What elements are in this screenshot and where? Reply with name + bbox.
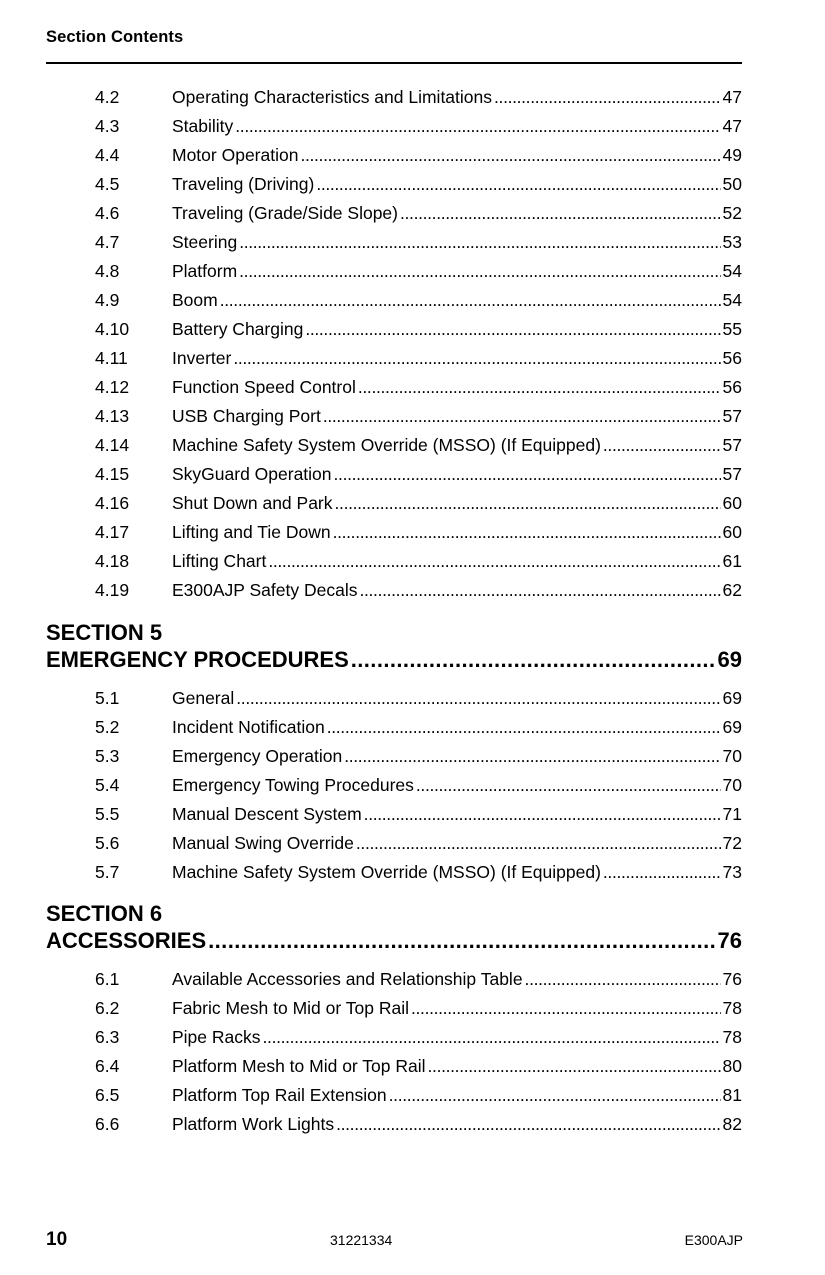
section-5-heading[interactable] bbox=[46, 646, 742, 674]
toc-entry-title: E300AJP Safety Decals bbox=[172, 580, 358, 600]
toc-entry[interactable] bbox=[95, 85, 742, 109]
toc-entry[interactable] bbox=[95, 715, 742, 739]
toc-entry-title: Platform Work Lights bbox=[172, 1114, 335, 1134]
toc-entry[interactable] bbox=[95, 462, 742, 486]
toc-entry-number: 4.14 bbox=[95, 435, 130, 455]
toc-entry-page: 78 bbox=[722, 1027, 742, 1047]
toc-leader-dots bbox=[335, 491, 721, 515]
toc-entry-number: 6.4 bbox=[95, 1056, 120, 1076]
toc-leader-dots bbox=[416, 773, 721, 797]
section-6-label: SECTION 6 bbox=[46, 901, 163, 926]
toc-entry-page: 54 bbox=[722, 261, 742, 281]
toc-entry-title: USB Charging Port bbox=[172, 406, 321, 426]
toc-leader-dots bbox=[400, 201, 721, 225]
toc-entry-page: 47 bbox=[722, 87, 742, 107]
toc-entry-number: 5.4 bbox=[95, 775, 120, 795]
toc-leader-dots bbox=[358, 375, 721, 399]
toc-entry-number: 4.10 bbox=[95, 319, 130, 339]
toc-leader-dots bbox=[239, 230, 720, 254]
toc-entry[interactable] bbox=[95, 549, 742, 573]
toc-entry-number: 4.3 bbox=[95, 116, 120, 136]
toc-leader-dots bbox=[236, 686, 720, 710]
footer-document-number: 31221334 bbox=[330, 1232, 393, 1248]
toc-leader-dots bbox=[603, 860, 721, 884]
toc-entry-title: Emergency Towing Procedures bbox=[172, 775, 414, 795]
toc-leader-dots bbox=[208, 927, 715, 955]
toc-entry-number: 5.1 bbox=[95, 688, 120, 708]
toc-entry-page: 52 bbox=[722, 203, 742, 223]
toc-leader-dots bbox=[411, 996, 721, 1020]
toc-entry-page: 70 bbox=[722, 746, 742, 766]
toc-entry-page: 60 bbox=[722, 522, 742, 542]
section-6-page: 76 bbox=[717, 928, 742, 953]
toc-entry-title: Boom bbox=[172, 290, 218, 310]
section-5-page: 69 bbox=[717, 647, 742, 672]
toc-leader-dots bbox=[239, 259, 720, 283]
toc-leader-dots bbox=[428, 1054, 721, 1078]
toc-entry[interactable] bbox=[95, 831, 742, 855]
toc-entry-title: Available Accessories and Relationship Table bbox=[172, 969, 523, 989]
toc-entry-title: Function Speed Control bbox=[172, 377, 356, 397]
toc-entry-page: 69 bbox=[722, 688, 742, 708]
toc-entry-page: 60 bbox=[722, 493, 742, 513]
toc-entry[interactable] bbox=[95, 686, 742, 710]
toc-entry-page: 47 bbox=[722, 116, 742, 136]
toc-leader-dots bbox=[525, 967, 721, 991]
toc-entry-page: 56 bbox=[722, 377, 742, 397]
toc-entry-title: Operating Characteristics and Limitations bbox=[172, 87, 493, 107]
toc-entry-title: Pipe Racks bbox=[172, 1027, 261, 1047]
toc-entry-number: 4.19 bbox=[95, 580, 130, 600]
toc-entry[interactable] bbox=[95, 1112, 742, 1136]
toc-entry-title: Machine Safety System Override (MSSO) (If Equipped) bbox=[172, 435, 601, 455]
toc-entry-page: 50 bbox=[722, 174, 742, 194]
toc-leader-dots bbox=[268, 549, 720, 573]
toc-entry-page: 55 bbox=[722, 319, 742, 339]
toc-entry-number: 4.17 bbox=[95, 522, 130, 542]
toc-leader-dots bbox=[494, 85, 721, 109]
toc-entry[interactable] bbox=[95, 201, 742, 225]
toc-entry[interactable] bbox=[95, 491, 742, 515]
toc-leader-dots bbox=[220, 288, 721, 312]
toc-entry-page: 57 bbox=[722, 464, 742, 484]
toc-entry-number: 4.15 bbox=[95, 464, 130, 484]
toc-entry-title: Battery Charging bbox=[172, 319, 304, 339]
toc-entry-number: 4.11 bbox=[95, 348, 128, 368]
toc-entry-title: Emergency Operation bbox=[172, 746, 343, 766]
toc-leader-dots bbox=[336, 1112, 720, 1136]
toc-leader-dots bbox=[351, 646, 716, 674]
toc-entry-page: 69 bbox=[722, 717, 742, 737]
toc-entry[interactable] bbox=[95, 404, 742, 428]
toc-entry-page: 62 bbox=[722, 580, 742, 600]
toc-entry-number: 4.7 bbox=[95, 232, 120, 252]
toc-entry-title: Steering bbox=[172, 232, 238, 252]
toc-entry-title: Platform Top Rail Extension bbox=[172, 1085, 387, 1105]
toc-entry-title: Inverter bbox=[172, 348, 232, 368]
toc-entry-page: 49 bbox=[722, 145, 742, 165]
toc-entry-page: 70 bbox=[722, 775, 742, 795]
toc-entry-number: 4.9 bbox=[95, 290, 120, 310]
toc-entry[interactable] bbox=[95, 288, 742, 312]
toc-leader-dots bbox=[263, 1025, 721, 1049]
section-5-title: EMERGENCY PROCEDURES bbox=[46, 647, 349, 672]
toc-entry-number: 4.4 bbox=[95, 145, 120, 165]
toc-entry-title: Motor Operation bbox=[172, 145, 299, 165]
toc-entry[interactable] bbox=[95, 860, 742, 884]
toc-entry-title: Lifting Chart bbox=[172, 551, 267, 571]
toc-entry[interactable] bbox=[95, 996, 742, 1020]
toc-leader-dots bbox=[327, 715, 721, 739]
footer-model-name: E300AJP bbox=[684, 1232, 743, 1248]
toc-entry-page: 76 bbox=[722, 969, 742, 989]
toc-leader-dots bbox=[359, 578, 720, 602]
toc-leader-dots bbox=[305, 317, 720, 341]
toc-entry[interactable] bbox=[95, 520, 742, 544]
toc-leader-dots bbox=[323, 404, 721, 428]
toc-entry-page: 57 bbox=[722, 435, 742, 455]
toc-leader-dots bbox=[389, 1083, 721, 1107]
toc-entry-page: 56 bbox=[722, 348, 742, 368]
toc-entry-number: 6.3 bbox=[95, 1027, 120, 1047]
toc-entry-number: 4.8 bbox=[95, 261, 120, 281]
toc-entry-page: 82 bbox=[722, 1114, 742, 1134]
toc-entry-title: Traveling (Grade/Side Slope) bbox=[172, 203, 398, 223]
toc-entry[interactable] bbox=[95, 1083, 742, 1107]
toc-leader-dots bbox=[603, 433, 721, 457]
toc-leader-dots bbox=[344, 744, 720, 768]
toc-entry[interactable] bbox=[95, 143, 742, 167]
toc-entry-title: Traveling (Driving) bbox=[172, 174, 315, 194]
toc-entry[interactable] bbox=[95, 346, 742, 370]
section-5-label: SECTION 5 bbox=[46, 620, 163, 645]
toc-entry-number: 4.6 bbox=[95, 203, 120, 223]
toc-entry-number: 4.13 bbox=[95, 406, 130, 426]
toc-entry-page: 71 bbox=[722, 804, 742, 824]
toc-entry-page: 72 bbox=[722, 833, 742, 853]
toc-entry-title: General bbox=[172, 688, 235, 708]
section-6-title: ACCESSORIES bbox=[46, 928, 207, 953]
toc-entry[interactable] bbox=[95, 433, 742, 457]
toc-leader-dots bbox=[333, 520, 721, 544]
toc-entry[interactable] bbox=[95, 773, 742, 797]
toc-entry-number: 5.6 bbox=[95, 833, 120, 853]
toc-leader-dots bbox=[233, 346, 720, 370]
toc-entry-page: 61 bbox=[722, 551, 742, 571]
toc-entry[interactable] bbox=[95, 259, 742, 283]
toc-entry-page: 81 bbox=[722, 1085, 742, 1105]
toc-leader-dots bbox=[364, 802, 721, 826]
toc-entry-title: Manual Swing Override bbox=[172, 833, 354, 853]
footer-page-number: 10 bbox=[46, 1229, 68, 1250]
toc-leader-dots bbox=[316, 172, 720, 196]
toc-entry[interactable] bbox=[95, 967, 742, 991]
toc-entry-title: Fabric Mesh to Mid or Top Rail bbox=[172, 998, 409, 1018]
toc-entry[interactable] bbox=[95, 578, 742, 602]
toc-leader-dots bbox=[300, 143, 720, 167]
toc-entry-number: 4.5 bbox=[95, 174, 120, 194]
toc-entry[interactable] bbox=[95, 1025, 742, 1049]
toc-entry-number: 4.18 bbox=[95, 551, 130, 571]
toc-entry-number: 6.5 bbox=[95, 1085, 120, 1105]
toc-entry-title: SkyGuard Operation bbox=[172, 464, 332, 484]
toc-entry-number: 6.1 bbox=[95, 969, 120, 989]
toc-entry-title: Stability bbox=[172, 116, 234, 136]
toc-entry-title: Incident Notification bbox=[172, 717, 325, 737]
toc-leader-dots bbox=[235, 114, 720, 138]
toc-entry-number: 4.2 bbox=[95, 87, 120, 107]
toc-entry-page: 80 bbox=[722, 1056, 742, 1076]
toc-entry[interactable] bbox=[95, 1054, 742, 1078]
toc-entry-title: Machine Safety System Override (MSSO) (If Equipped) bbox=[172, 862, 601, 882]
toc-entry-page: 53 bbox=[722, 232, 742, 252]
toc-entry[interactable] bbox=[95, 375, 742, 399]
toc-entry[interactable] bbox=[95, 802, 742, 826]
toc-entry-title: Platform bbox=[172, 261, 238, 281]
toc-leader-dots bbox=[356, 831, 721, 855]
toc-entry-number: 5.7 bbox=[95, 862, 120, 882]
toc-entry[interactable] bbox=[95, 744, 742, 768]
toc-entry-title: Lifting and Tie Down bbox=[172, 522, 331, 542]
toc-entry-number: 6.2 bbox=[95, 998, 120, 1018]
toc-entry-number: 5.2 bbox=[95, 717, 120, 737]
toc-entry-number: 5.5 bbox=[95, 804, 120, 824]
toc-leader-dots bbox=[334, 462, 721, 486]
header-divider bbox=[46, 62, 742, 64]
toc-entry-page: 54 bbox=[722, 290, 742, 310]
toc-entry-page: 78 bbox=[722, 998, 742, 1018]
section-6-heading[interactable] bbox=[46, 927, 742, 955]
toc-entry[interactable] bbox=[95, 172, 742, 196]
toc-entry[interactable] bbox=[95, 317, 742, 341]
toc-entry-page: 57 bbox=[722, 406, 742, 426]
toc-entry-title: Shut Down and Park bbox=[172, 493, 333, 513]
toc-entry-number: 5.3 bbox=[95, 746, 120, 766]
toc-entry[interactable] bbox=[95, 114, 742, 138]
toc-entry-number: 4.16 bbox=[95, 493, 130, 513]
toc-entry-title: Manual Descent System bbox=[172, 804, 362, 824]
toc-entry-number: 4.12 bbox=[95, 377, 130, 397]
toc-entry[interactable] bbox=[95, 230, 742, 254]
toc-entry-page: 73 bbox=[722, 862, 742, 882]
toc-entry-title: Platform Mesh to Mid or Top Rail bbox=[172, 1056, 426, 1076]
page-header-title: Section Contents bbox=[46, 28, 184, 46]
toc-entry-number: 6.6 bbox=[95, 1114, 120, 1134]
